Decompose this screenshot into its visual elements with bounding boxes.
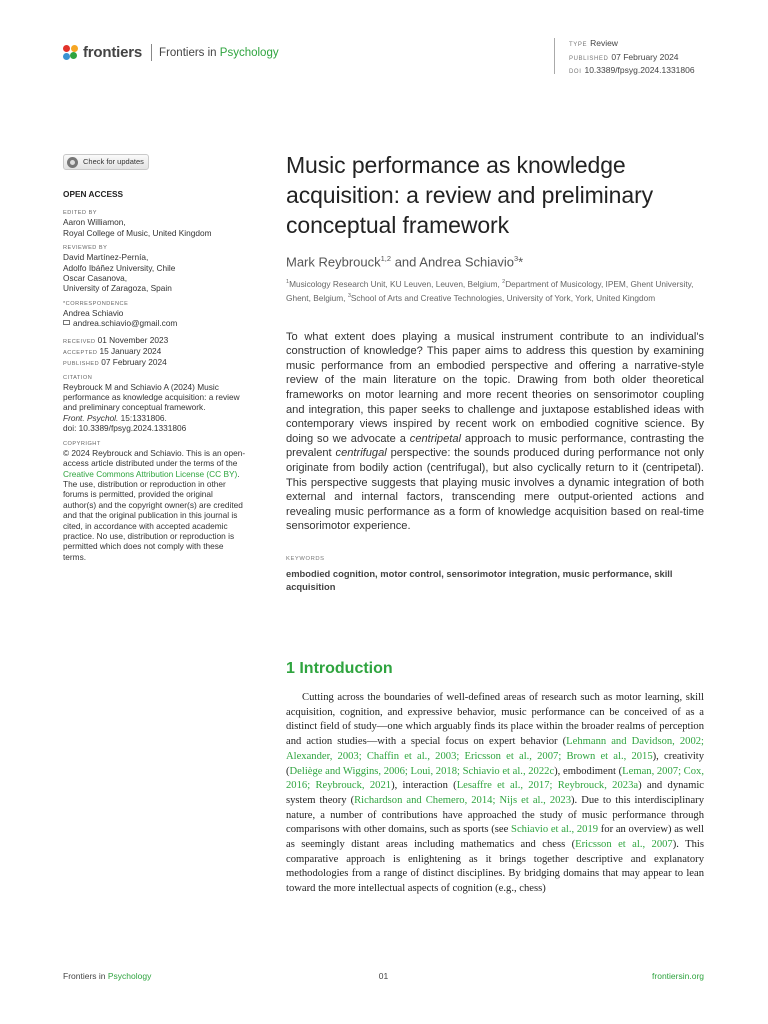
meta-published: PUBLISHED 07 February 2024 [569,51,679,62]
citation-link[interactable]: Schiavio et al., 2019 [511,824,599,836]
citation-link[interactable]: Ericsson et al., 2007 [575,839,673,851]
author-schiavio[interactable]: Andrea Schiavio [419,254,514,270]
check-updates-button[interactable]: Check for updates [63,154,149,170]
citation-link[interactable]: Lehmann and Davidson, 2002; Alexander, 2003; Chaffin et al., 2003; Ericsson et al., 2007; Brown et al., 2015 [286,736,704,762]
affiliations: $^1$Musicology Research Unit, KU Leuven, Leuven, Belgium, $^2$Department of Musicology, IPEM, Ghent University, Ghent, Belgium, $^3$School of Arts and Creative Technologies, University of York, York, United Kingdom [286,279,694,303]
footer-journal[interactable]: Frontiers in Psychology [63,971,152,981]
refresh-icon [67,157,78,168]
article-sidebar [63,153,248,568]
header-divider [151,44,152,61]
logo-wordmark: frontiers [83,44,143,61]
journal-name[interactable]: Frontiers in Psychology [159,46,279,59]
reviewed-by: REVIEWED BY David Martínez-Pernía, Adolfo Ibáñez University, Chile Oscar Casanova, University of Zaragoza, Spain [63,245,176,294]
introduction-paragraph: Cutting across the boundaries of well-defined areas of research such as motor learning, skill acquisition, cognition, and expressive behavior, music performance can be conceived of as a distinct field of study—one which arguably finds its place within the broader realms of perception and action studies—with a special focus on expert behavior (Lehmann and Davidson, 2002; Alexander, 2003; Chaffin et al., 2003; Ericsson et al., 2007; Brown et al., 2015), creativity (Deliège and Wiggins, 2006; Loui, 2018; Schiavio et al., 2022c), embodiment (Leman, 2007; Cox, 2016; Reybrouck, 2021), interaction (Lesaffre et al., 2017; Reybrouck, 2023a) and dynamic system theory (Richardson and Chemero, 2014; Nijs et al., 2023). Due to this interdisciplinary nature, a number of contributions have approached the study of music performance through comparisons with other domains, such as sports (see Schiavio et al., 2019 for an overview) as well as seemingly distant areas including mathematics and chess (Ericsson et al., 2007). This comparative approach is enlightening as it brings together descriptive and explanatory methodologies from a range of distinct disciplines. By bridging domains that may appear to lean toward the more intellectual aspects of cognition (e.g., chess) [286,691,705,895]
author-list: Mark Reybrouck$^{1,2}$ and Andrea Schiavio$^3$* [286,254,524,270]
abstract: To what extent does playing a musical instrument contribute to an individual's construction of knowledge? This paper aims to address this question by examining music performance from an embodied perspective and offering a narrative-style review of the main literature on the topic. Drawing from both older theoretical frameworks on motor learning and more recent theories on sensorimotor coupling and integration, this paper seeks to challenge and juxtapose established ideas with contemporary views inspired by recent work on embodied cognitive science. By doing so we advocate a centripetal approach to music performance, contrasting the prevalent centrifugal perspective: the sounds produced during performance not only originate from bodily action (centrifugal), but also cyclically return to it (centripetal). This perspective suggests that playing music involves a dynamic integration of both external and internal factors, transcending mere output-oriented actions and revealing music performance as a form of knowledge acquisition based on real-time sensorimotor experience. [286,330,704,533]
cc-license-link[interactable]: Creative Commons Attribution License (CC BY) [63,468,238,479]
article-meta [554,38,695,74]
page-header [63,40,706,76]
footer-site-link[interactable]: frontiersin.org [652,971,704,981]
meta-doi[interactable]: DOI 10.3389/fpsyg.2024.1331806 [569,65,695,75]
corr-email-link[interactable]: andrea.schiavio@gmail.com [63,318,248,328]
keywords: embodied cognition, motor control, sensorimotor integration, music performance, skill acquisition [286,567,673,592]
mail-icon [63,320,70,325]
keywords-label: KEYWORDS [286,555,325,562]
article-dates: RECEIVED 01 November 2023 ACCEPTED 15 January 2024 PUBLISHED 07 February 2024 [63,334,169,367]
open-access-label: OPEN ACCESS [63,189,124,199]
copyright: COPYRIGHT © 2024 Reybrouck and Schiavio. This is an open-access article distributed under the terms of the Creative Commons Attribution License (CC BY). The use, distribution or reproduction in other forums is permitted, provided the original author(s) and the copyright owner(s) are credited and that the original publication in this journal is cited, in accordance with accepted academic practice. No use, distribution or reproduction is permitted which does not comply with these terms. [63,440,246,562]
citation-link[interactable]: Leman, 2007; Cox, 2016; Reybrouck, 2021 [286,765,704,792]
citation-link[interactable]: Lesaffre et al., 2017; Reybrouck, 2023a [456,780,639,792]
article-title: Music performance as knowledge acquisition: a review and preliminary conceptual framework [286,152,654,238]
frontiers-logo-icon [63,45,79,61]
section-heading-introduction: 1 Introduction [286,659,393,677]
frontiers-logo[interactable] [63,44,279,61]
citation-link[interactable]: Deliège and Wiggins, 2006; Loui, 2018; Schiavio et al., 2022c [289,765,555,777]
correspondence: *CORRESPONDENCE Andrea Schiavio andrea.schiavio@gmail.com [63,300,248,329]
article-main [286,150,704,897]
citation-doi[interactable]: doi: 10.3389/fpsyg.2024.1331806 [63,423,187,434]
edited-by: EDITED BY Aaron Williamon, Royal College of Music, United Kingdom [63,210,212,238]
page-number: 01 [378,971,389,981]
meta-type: TYPE Review [569,38,618,48]
citation-link[interactable]: Richardson and Chemero, 2014; Nijs et al., 2023 [354,794,572,806]
citation: CITATION Reybrouck M and Schiavio A (2024) Music performance as knowledge acquisition: a review and preliminary conceptual framework. Front. Psychol. 15:1331806. doi: 10.3389/fpsyg.2024.1331806 [63,374,248,434]
author-reybrouck[interactable]: Mark Reybrouck [286,254,381,270]
